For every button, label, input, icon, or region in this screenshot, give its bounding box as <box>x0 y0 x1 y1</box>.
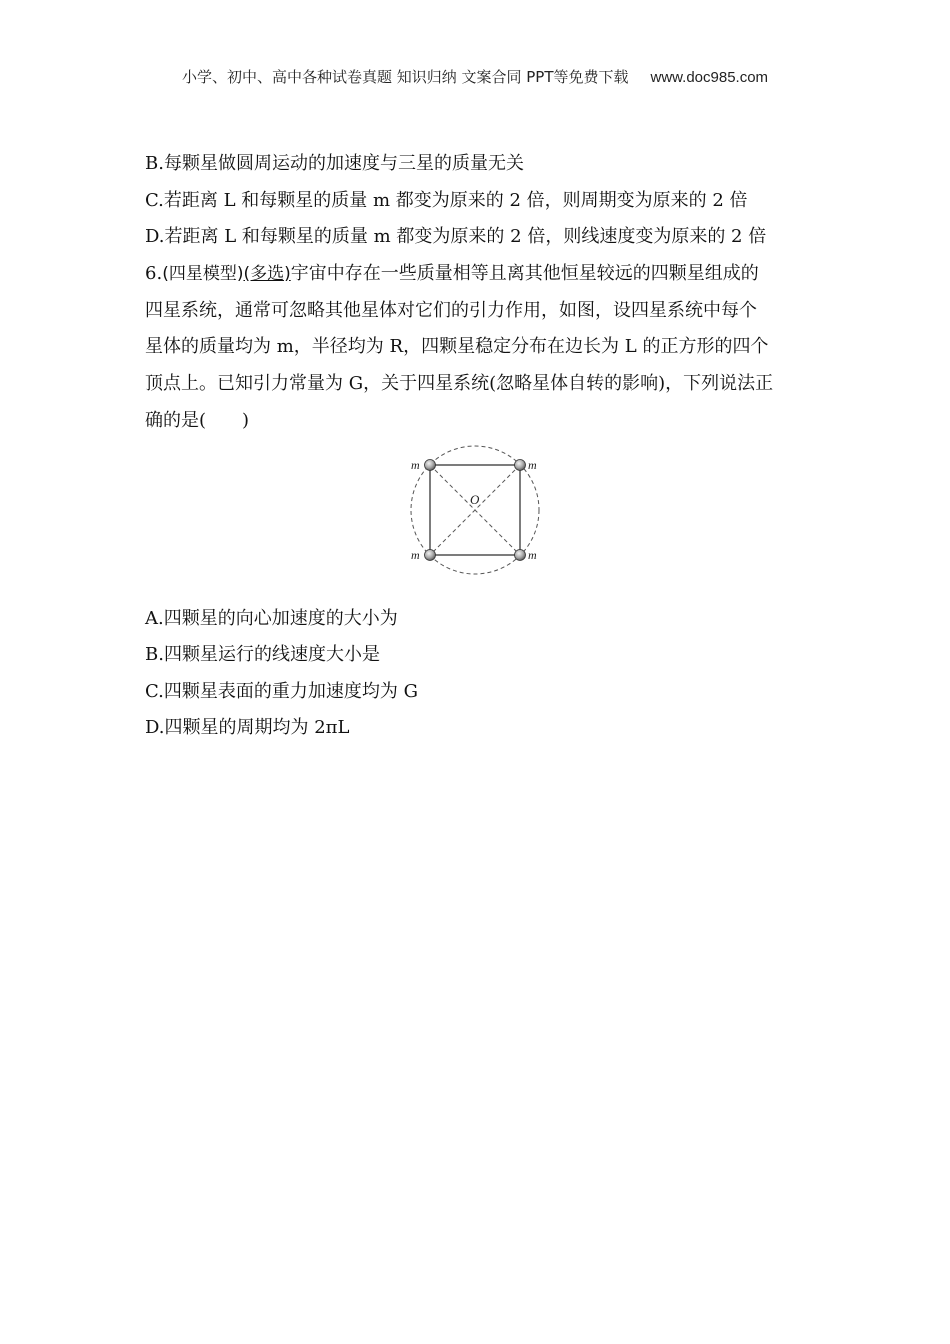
prev-option-d: D.若距离 L 和每颗星的质量 m 都变为原来的 2 倍，则线速度变为原来的 2 倍 <box>145 226 767 247</box>
star-top-right <box>515 460 526 471</box>
question-6-line-4: 顶点上。已知引力常量为 G，关于四星系统(忽略星体自转的影响)，下列说法正 <box>145 373 774 395</box>
star-bottom-right <box>515 550 526 561</box>
header-site[interactable]: www.doc985.com <box>650 69 769 86</box>
question-tag-multi: (多选) <box>243 264 291 284</box>
question-tag-model: (四星模型) <box>162 264 244 284</box>
question-6-line-1-text: 宇宙中存在一些质量相等且离其他恒星较远的四颗星组成的 <box>290 263 759 284</box>
question-6-line-1 <box>145 261 810 298</box>
mass-label-bottom-left: m <box>411 548 420 562</box>
option-d: D.四颗星的周期均为 2πL <box>145 717 350 738</box>
page-header <box>0 66 950 87</box>
mass-label-top-left: m <box>411 458 420 472</box>
question-6-line-2: 四星系统，通常可忽略其他星体对它们的引力作用，如图，设四星系统中每个 <box>145 299 757 321</box>
question-6-line-5: 确的是( ) <box>145 409 250 431</box>
prev-option-b: B.每颗星做圆周运动的加速度与三星的质量无关 <box>145 153 524 174</box>
four-star-diagram <box>405 443 547 579</box>
question-number: 6. <box>145 263 163 284</box>
prev-option-c: C.若距离 L 和每颗星的质量 m 都变为原来的 2 倍，则周期变为原来的 2 倍 <box>145 190 748 211</box>
question-6-line-3: 星体的质量均为 m，半径均为 R，四颗星稳定分布在边长为 L 的正方形的四个 <box>145 336 769 358</box>
mass-label-top-right: m <box>528 458 537 472</box>
header-text: 小学、初中、高中各种试卷真题 知识归纳 文案合同 PPT等免费下载 <box>181 68 629 86</box>
star-top-left <box>425 460 436 471</box>
mass-label-bottom-right: m <box>528 548 537 562</box>
option-a: A.四颗星的向心加速度的大小为 <box>145 608 398 629</box>
center-label: O <box>470 492 480 507</box>
star-bottom-left <box>425 550 436 561</box>
question-6-stem <box>145 261 810 444</box>
option-c: C.四颗星表面的重力加速度均为 G <box>145 681 418 702</box>
option-b: B.四颗星运行的线速度大小是 <box>145 644 380 665</box>
